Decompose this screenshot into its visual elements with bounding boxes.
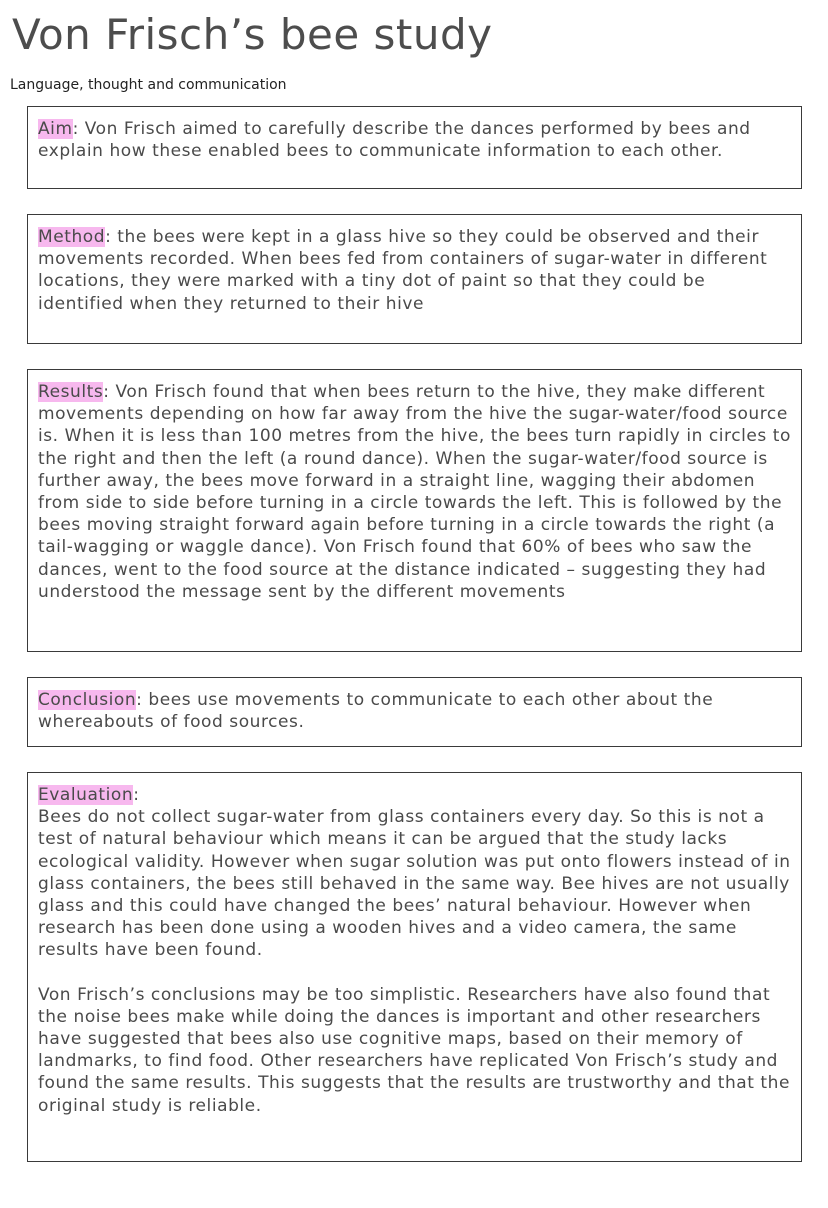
results-text: : Von Frisch found that when bees return to the hive, they make different movements depending on how far away from the hive the sugar-water/food source is. When it is less than 100 metres from the hive, the bees turn rapidly in circles to the right and then the left (a round dance). When the sugar-water/food source is further away, the bees move forward in a straight line, wagging their abdomen from side to side before turning in a circle towards the left. This is followed by the bees moving straight forward again before turning in a circle towards the right (a tail-wagging or waggle dance). Von Frisch found that 60% of bees who saw the dances, went to the food source at the distance indicated – suggesting they had understood the message sent by the different movements xyxy=(38,382,791,602)
results-section xyxy=(27,369,802,652)
method-paragraph xyxy=(38,226,791,315)
page-title: Von Frisch’s bee study xyxy=(12,10,493,59)
paragraph-gap xyxy=(38,962,791,984)
conclusion-section xyxy=(27,677,802,747)
method-heading: Method xyxy=(38,227,106,247)
evaluation-colon: : xyxy=(133,785,140,805)
evaluation-heading: Evaluation xyxy=(38,785,134,805)
evaluation-paragraph-1: Bees do not collect sugar-water from glass containers every day. So this is not a test of natural behaviour which means it can be argued that the study lacks ecological validity. However when sugar solution was put onto flowers instead of in glass containers, the bees still behaved in the same way. Bee hives are not usually glass and this could have changed the bees’ natural behaviour. However when research has been done using a wooden hives and a video camera, the same results have been found. xyxy=(38,807,791,961)
method-text: : the bees were kept in a glass hive so they could be observed and their movements recorded. When bees fed from containers of sugar-water in different locations, they were marked with a tiny dot of paint so that they could be identified when they returned to their hive xyxy=(38,227,768,314)
conclusion-heading: Conclusion xyxy=(38,690,137,710)
results-paragraph xyxy=(38,381,791,603)
aim-section xyxy=(27,106,802,189)
evaluation-section xyxy=(27,772,802,1162)
page-subtitle: Language, thought and communication xyxy=(10,77,287,93)
evaluation-paragraph-2: Von Frisch’s conclusions may be too simplistic. Researchers have also found that the noise bees make while doing the dances is important and other researchers have suggested that bees also use cognitive maps, based on their memory of landmarks, to find food. Other researchers have replicated Von Frisch’s study and found the same results. This suggests that the results are trustworthy and that the original study is reliable. xyxy=(38,984,790,1116)
evaluation-heading-line xyxy=(38,784,791,806)
aim-heading: Aim xyxy=(38,119,73,139)
results-heading: Results xyxy=(38,382,104,402)
conclusion-paragraph xyxy=(38,689,791,733)
aim-text: : Von Frisch aimed to carefully describe the dances performed by bees and explain how these enabled bees to communicate information to each other. xyxy=(38,119,751,162)
method-section xyxy=(27,214,802,344)
conclusion-text: : bees use movements to communicate to each other about the whereabouts of food sources. xyxy=(38,690,714,733)
aim-paragraph xyxy=(38,118,791,162)
